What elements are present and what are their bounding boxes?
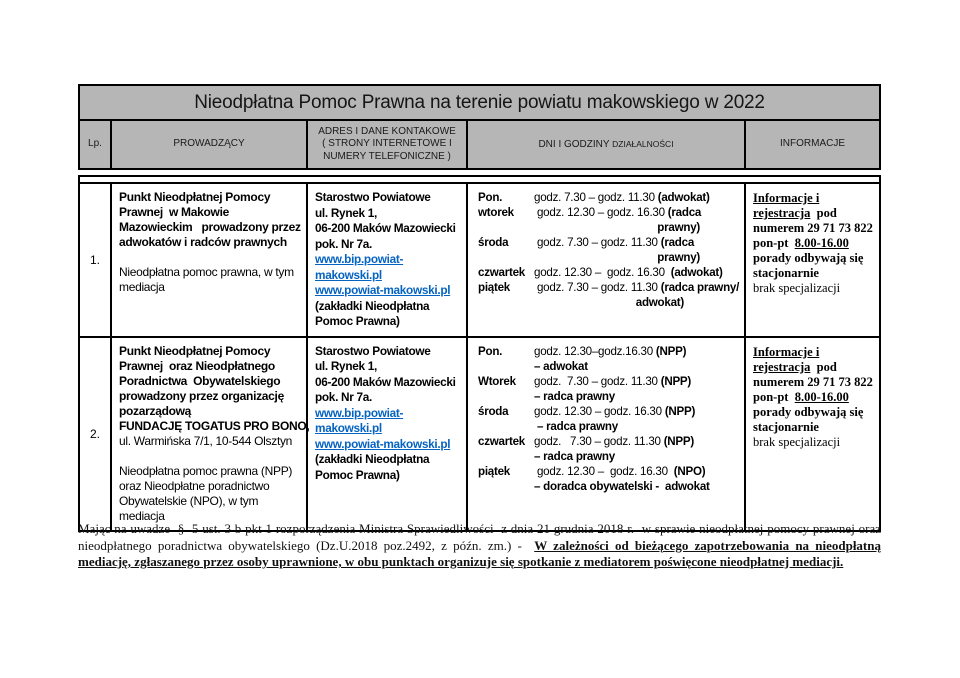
table-header-block <box>78 84 881 170</box>
schedule-role: (adwokat) <box>670 266 723 279</box>
document-title: Nieodpłatna Pomoc Prawna na terenie powiatu makowskiego w 2022 <box>80 86 879 121</box>
col-header-dni-small: DZIAŁALNOŚCI <box>612 138 674 149</box>
schedule-time-role <box>534 280 739 295</box>
schedule-line <box>478 344 740 359</box>
row1-schedule-cell <box>468 184 746 336</box>
schedule-time-role <box>534 235 694 250</box>
col-header-adres-line1: ADRES I DANE KONTAKOWE <box>318 125 456 137</box>
spacer-row <box>80 177 879 184</box>
row1-info-hours <box>753 236 874 251</box>
info-registration-phone: pod numerem 29 71 73 822 <box>753 359 873 389</box>
schedule-day: środa <box>478 404 509 418</box>
schedule-time-role <box>534 344 686 359</box>
schedule-role: (NPP) <box>663 434 694 448</box>
row2-provider-address: ul. Warmińska 7/1, 10-544 Olsztyn <box>119 433 293 448</box>
footer-regulation-text: Mając na uwadze § 5 ust. 3 b pkt 1 rozporządzenia Ministra Sprawiedliwości z dnia 21 grudnia 2018 r. w sprawie nieodpłatnej pomocy prawnej oraz nieodpłatnego poradnictwa obywatelskiego (Dz.U.2018 poz.2492, z późn. zm.) - <box>78 521 885 553</box>
blank-line <box>119 250 303 265</box>
col-header-lp: Lp. <box>80 121 112 168</box>
schedule-role: (radca prawny/ <box>660 281 740 294</box>
schedule-time-role <box>534 374 691 389</box>
col-header-dni-godziny <box>468 121 746 168</box>
row1-address-office: Starostwo Powiatowe <box>315 190 431 204</box>
schedule-time: godz. 7.30 – godz. 11.30 <box>534 374 661 388</box>
row1-address-cell <box>308 184 468 336</box>
row1-info-cell <box>746 184 879 336</box>
schedule-time-role <box>534 434 694 449</box>
schedule-continuation: adwokat) <box>635 296 684 309</box>
schedule-line <box>478 235 740 250</box>
row1-info-stationary-note: porady odbywają się stacjonarnie <box>753 251 864 280</box>
col-header-informacje: INFORMACJE <box>780 138 845 150</box>
schedule-time-role <box>534 404 695 419</box>
row2-address-cell <box>308 338 468 530</box>
row2-provider-cell <box>112 338 308 530</box>
schedule-continuation: – radca prawny <box>534 389 615 403</box>
schedule-role: (NPO) <box>673 464 706 478</box>
col-header-prowadzacy: PROWADZĄCY <box>112 121 308 168</box>
schedule-line <box>478 374 740 389</box>
schedule-day: czwartek <box>478 266 525 279</box>
info-hours-value: 8.00-16.00 <box>794 389 849 404</box>
schedule-time: godz. 12.30 – godz. 16.30 <box>534 206 668 219</box>
col-header-dni-main: DNI I GODZINY <box>538 138 613 150</box>
footer-mediation-emphasis: W zależności od bieżącego zapotrzebowania na nieodpłatną mediację, zgłaszanego przez osoby uprawnione, w obu punktach organizuje się spotkanie z mediatorem poświęcone nieodpłatnej mediacji. <box>78 537 881 569</box>
schedule-role: (radca <box>660 236 695 249</box>
schedule-line <box>478 404 740 419</box>
schedule-time-role <box>534 265 723 280</box>
row2-address-note: (zakładki Nieodpłatna Pomoc Prawna) <box>315 452 430 482</box>
row2-address-room: pok. Nr 7a. <box>315 390 373 404</box>
schedule-day: wtorek <box>478 206 514 219</box>
row2-info-stationary-note: porady odbywają się stacjonarnie <box>753 404 864 434</box>
schedule-role: (adwokat) <box>657 191 710 204</box>
table-row-1 <box>80 184 879 338</box>
schedule-time: godz. 12.30 – godz. 16.30 <box>534 266 671 279</box>
schedule-continuation: prawny) <box>657 221 700 234</box>
table-row-2 <box>80 338 879 530</box>
row1-provider-note: Nieodpłatna pomoc prawna, w tym mediacja <box>119 265 294 294</box>
row2-link-powiat[interactable]: www.powiat-makowski.pl <box>315 436 451 451</box>
row2-address-office: Starostwo Powiatowe <box>315 343 431 358</box>
schedule-line <box>478 265 740 280</box>
schedule-time: godz. 7.30 – godz. 11.30 <box>534 236 661 249</box>
row1-number: 1. <box>80 184 112 336</box>
info-registration-underlined: Informacje i rejestracja <box>753 191 820 220</box>
info-hours-label: pon-pt <box>753 236 795 250</box>
schedule-continuation: – radca prawny <box>534 449 615 463</box>
row1-address-street: ul. Rynek 1, <box>315 205 377 220</box>
schedule-time: godz. 12.30–godz.16.30 <box>534 344 656 358</box>
row1-link-bip[interactable]: www.bip.powiat-makowski.pl <box>315 252 404 282</box>
schedule-time-role <box>534 190 710 205</box>
schedule-day: Wtorek <box>478 374 516 388</box>
info-hours-label: pon-pt <box>753 389 795 404</box>
schedule-time: godz. 7.30 – godz. 11.30 <box>534 191 658 204</box>
row1-provider-cell <box>112 184 308 336</box>
schedule-time-role <box>534 205 701 220</box>
row2-provider-foundation: FUNDACJĘ TOGATUS PRO BONO, <box>119 418 310 433</box>
row2-address-street: ul. Rynek 1, <box>315 359 377 373</box>
info-registration-phone: pod numerem 29 71 73 822 <box>753 206 873 235</box>
schedule-time: godz. 12.30 – godz. 16.30 <box>534 464 674 478</box>
schedule-time: godz. 7.30 – godz. 11.30 <box>534 281 661 294</box>
row1-info-registration <box>753 191 874 236</box>
row2-schedule-cell <box>468 338 746 530</box>
row2-number: 2. <box>80 338 112 530</box>
schedule-day: Pon. <box>478 191 503 204</box>
schedule-day: piątek <box>478 281 511 294</box>
row2-info-hours <box>753 390 874 405</box>
schedule-day: piątek <box>478 464 511 478</box>
schedule-time: godz. 7.30 – godz. 11.30 <box>534 434 664 448</box>
row1-provider-name: Punkt Nieodpłatnej Pomocy Prawnej w Makowie Mazowieckim prowadzony przez adwokatów i radców prawnych <box>119 190 304 249</box>
col-header-adres-line2: ( STRONY INTERNETOWE I <box>322 138 452 150</box>
col-header-adres-line3: NUMERY TELEFONICZNE ) <box>323 150 451 162</box>
schedule-line <box>478 434 740 449</box>
row2-address-city: 06-200 Maków Mazowiecki <box>315 374 456 389</box>
table-body-block <box>78 175 881 532</box>
column-header-row <box>80 121 879 168</box>
row2-info-cell <box>746 338 879 530</box>
row2-info-specialization-note: brak specjalizacji <box>753 434 841 449</box>
row2-provider-name: Punkt Nieodpłatnej Pomocy Prawnej oraz Nieodpłatnego Poradnictwa Obywatelskiego prowadzony przez organizację pozarządową <box>119 343 288 418</box>
row1-info-specialization-note: brak specjalizacji <box>753 281 841 295</box>
schedule-role: (NPP) <box>664 404 696 418</box>
info-hours-value: 8.00-16.00 <box>794 236 849 250</box>
schedule-continuation: – radca prawny <box>534 419 618 433</box>
row1-address-note: (zakładki Nieodpłatna Pomoc Prawna) <box>315 298 430 328</box>
row2-info-registration <box>753 345 874 390</box>
row1-link-powiat[interactable]: www.powiat-makowski.pl <box>315 283 451 297</box>
schedule-line <box>478 190 740 205</box>
row2-provider-note: Nieodpłatna pomoc prawna (NPP) oraz Nieodpłatne poradnictwo Obywatelskie (NPO), w tym mediacja <box>119 463 293 523</box>
schedule-time: godz. 12.30 – godz. 16.30 <box>534 404 665 418</box>
schedule-day: środa <box>478 236 509 249</box>
schedule-line <box>478 205 740 220</box>
row2-link-bip[interactable]: www.bip.powiat-makowski.pl <box>315 405 404 435</box>
info-registration-underlined: Informacje i rejestracja <box>753 344 820 374</box>
footer-legal-note <box>78 521 885 571</box>
row1-address-room: pok. Nr 7a. <box>315 236 373 251</box>
schedule-continuation: – adwokat <box>534 359 588 373</box>
row1-address-city: 06-200 Maków Mazowiecki <box>315 221 456 235</box>
schedule-role: (NPP) <box>655 344 687 358</box>
schedule-line <box>478 280 740 295</box>
blank-line <box>119 449 303 464</box>
schedule-day: Pon. <box>478 344 503 358</box>
schedule-continuation: – doradca obywatelski - adwokat <box>534 479 710 493</box>
schedule-time-role <box>534 464 705 479</box>
schedule-line <box>478 464 740 479</box>
schedule-role: (NPP) <box>660 374 692 388</box>
schedule-role: (radca <box>667 206 702 219</box>
schedule-day: czwartek <box>478 434 525 448</box>
col-header-adres <box>308 121 468 168</box>
schedule-continuation: prawny) <box>657 251 700 264</box>
legal-aid-table-document <box>78 84 881 532</box>
